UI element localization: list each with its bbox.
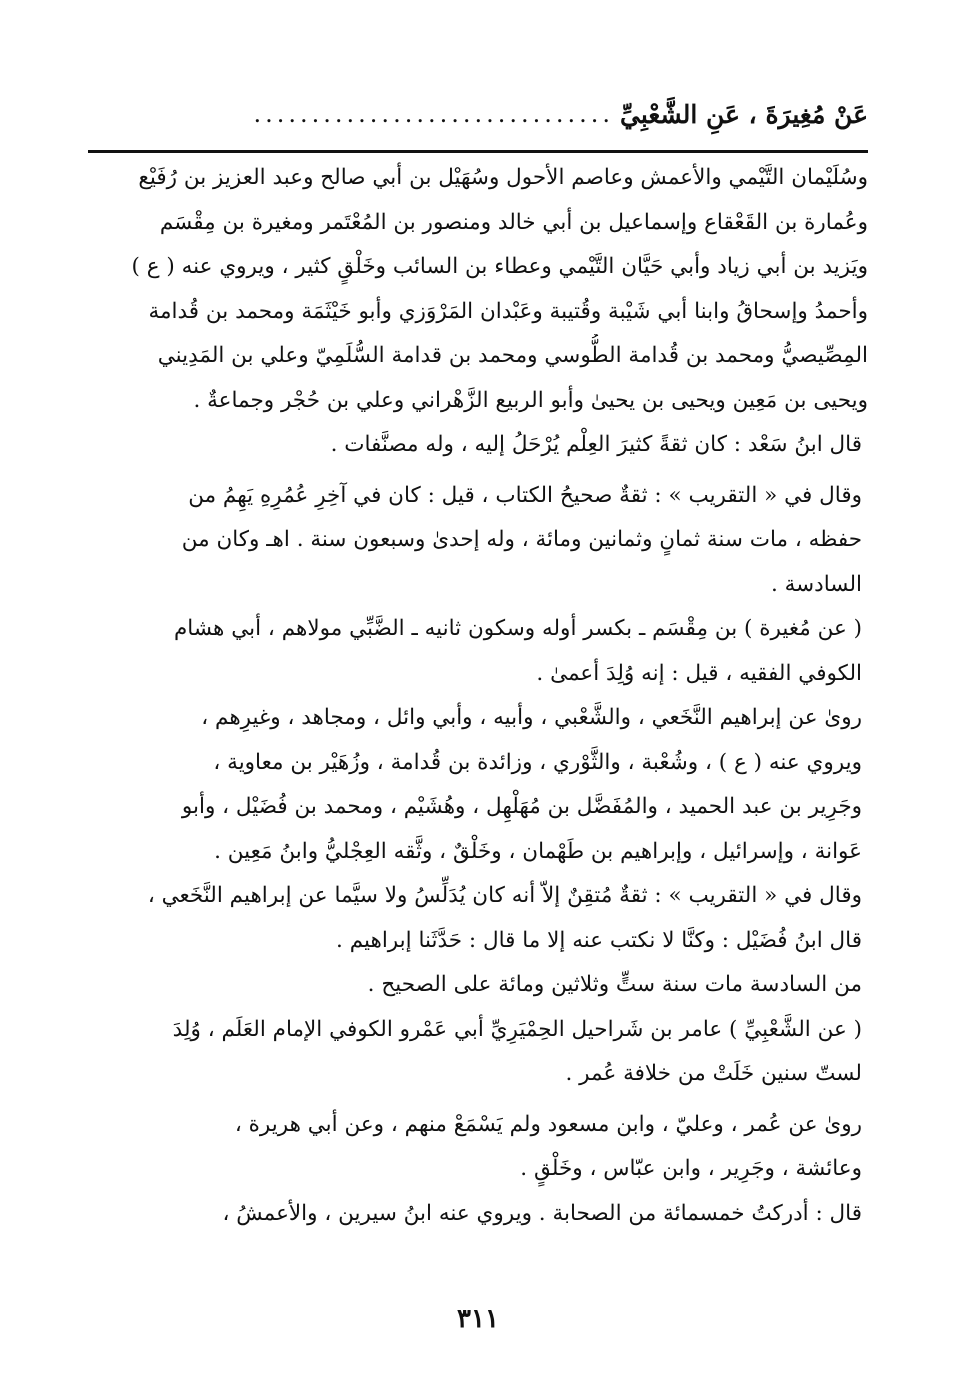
paragraph-shabi-intro — [88, 1008, 868, 1097]
paragraph-shabi-quote — [88, 1192, 868, 1237]
paragraph-ibn-sad — [88, 423, 868, 468]
text-line: المِصِّيصيُّ ومحمد بن قُدامة الطُّوسي ومحمد بن قدامة السُّلَمِيّ وعلي بن المَدِيني — [157, 343, 868, 368]
paragraph-shabi-narrations — [88, 1103, 868, 1192]
header-dot-leader: ............................... — [253, 100, 615, 128]
text-line: ( عن مُغيرة ) بن مِقْسَم ـ بكسر أوله وسكون ثانيه ـ الضَّبِّي مولاهم ، أبي هشام — [174, 616, 862, 641]
text-line: ويحيى بن مَعِين ويحيى بن يحيىٰ وأبو الربيع الزَّهْراني وعلي بن حُجْر وجماعةٌ . — [193, 387, 868, 413]
text-line: وعائشة ، وجَرِير ، وابن عبّاس ، وخَلْقٍ . — [520, 1156, 862, 1181]
header-title: عَنْ مُغِيرَةَ ، عَنِ الشَّعْبِيِّ — [620, 99, 868, 129]
text-line: قال ابنُ سَعْد : كان ثقةً كثيرَ العِلْم يُرْحَلُ إليه ، وله مصنَّفات . — [330, 432, 862, 457]
text-line: لستّ سنين خَلَتْ من خلافة عُمر . — [565, 1061, 862, 1086]
text-line: ويروي عنه ( ع ) ، وشُعْبة ، والثَّوْري ، وزائدة بن قُدامة ، وزُهَيْر بن معاوية ، — [213, 749, 862, 775]
paragraph-mughira-narrations — [88, 696, 868, 874]
text-line: من السادسة مات سنة ستٍّ وثلاثين ومائة على الصحيح . — [367, 972, 862, 997]
paragraph-taqrib-2 — [88, 874, 868, 1008]
document-page — [88, 74, 868, 1334]
paragraph-taqrib-1 — [88, 474, 868, 608]
text-line: وجَرِير بن عبد الحميد ، والمُفَضَّل بن مُهَلْهِل ، وهُشَيْم ، ومحمد بن فُضَيْل ، وأبو — [181, 794, 862, 819]
running-header — [88, 92, 868, 136]
text-line: وأحمدُ وإسحاقُ وابنا أبي شَيْبة وقُتيبة وعَبْدان المَرْوَزي وأبو خَيْثَمَة ومحمد بن قُدامة — [148, 298, 868, 324]
text-line: ( عن الشَّعْبِيِّ ) عامر بن شَراحيل الحِمْيَرِيِّ أبي عَمْرو الكوفي الإمام العَلَم ، وُلِدَ — [172, 1016, 862, 1042]
text-line: وقال في « التقريب » : ثقةٌ صحيحُ الكتاب ، قيل : كان في آخِرِ عُمُرِهِ يَهِمُ من — [188, 482, 862, 508]
text-line: قال ابنُ فُضَيْل : وكنَّا لا نكتب عنه إلا ما قال : حَدَّثَنا إبراهيم . — [336, 927, 862, 953]
text-line: روىٰ عن إبراهيم النَّخَعي ، والشَّعْبي ، وأبيه ، وأبي وائل ، ومجاهد ، وغيرِهم ، — [201, 705, 862, 730]
text-line: قال : أدركتُ خمسمائة من الصحابة . ويروي عنه ابنُ سيرين ، والأعمشُ ، — [222, 1200, 862, 1226]
page-number: ٣١١ — [457, 1304, 499, 1334]
text-line: عَوانة ، وإسرائيل ، وإبراهيم بن طَهْمان ، وخَلْقٌ ، وثَّقه العِجْليُّ وابنُ مَعِين . — [214, 838, 862, 864]
text-line: الكوفي الفقيه ، قيل : إنه وُلِدَ أعمىٰ . — [536, 660, 862, 686]
header-rule — [88, 150, 868, 153]
text-line: وقال في « التقريب » : ثقةٌ مُتقِنٌ إلاّ أنه كان يُدَلِّسُ ولا سيَّما عن إبراهيم النَّخَعي ، — [147, 883, 862, 908]
text-line: ويَزيد بن أبي زياد وأبي حَيَّان التَّيْمي وعطاء بن السائب وخَلْقٍ كثير ، ويروي عنه ( ع ) — [131, 254, 868, 279]
text-line: روىٰ عن عُمر ، وعليّ ، وابن مسعود ولم يَسْمَعْ منهم ، وعن أبي هريرة ، — [234, 1111, 862, 1137]
text-line: السادسة . — [770, 571, 862, 597]
paragraph-narrators-list — [88, 156, 868, 423]
body-text — [88, 156, 868, 1236]
text-line: حفظه ، مات سنة ثمانٍ وثمانين ومائة ، وله إحدىٰ وسبعون سنة . اهـ وكان من — [181, 527, 862, 552]
paragraph-mughira-intro — [88, 607, 868, 696]
text-line: وعُمارة بن القَعْقاع وإسماعيل بن أبي خالد ومنصور بن المُعْتَمر ومغيرة بن مِقْسَم — [159, 209, 868, 235]
text-line: وسُلَيْمان التَّيْمي والأعمش وعاصم الأحول وسُهَيْل بن أبي صالح وعبد العزيز بن رُفَيْع — [138, 165, 868, 190]
